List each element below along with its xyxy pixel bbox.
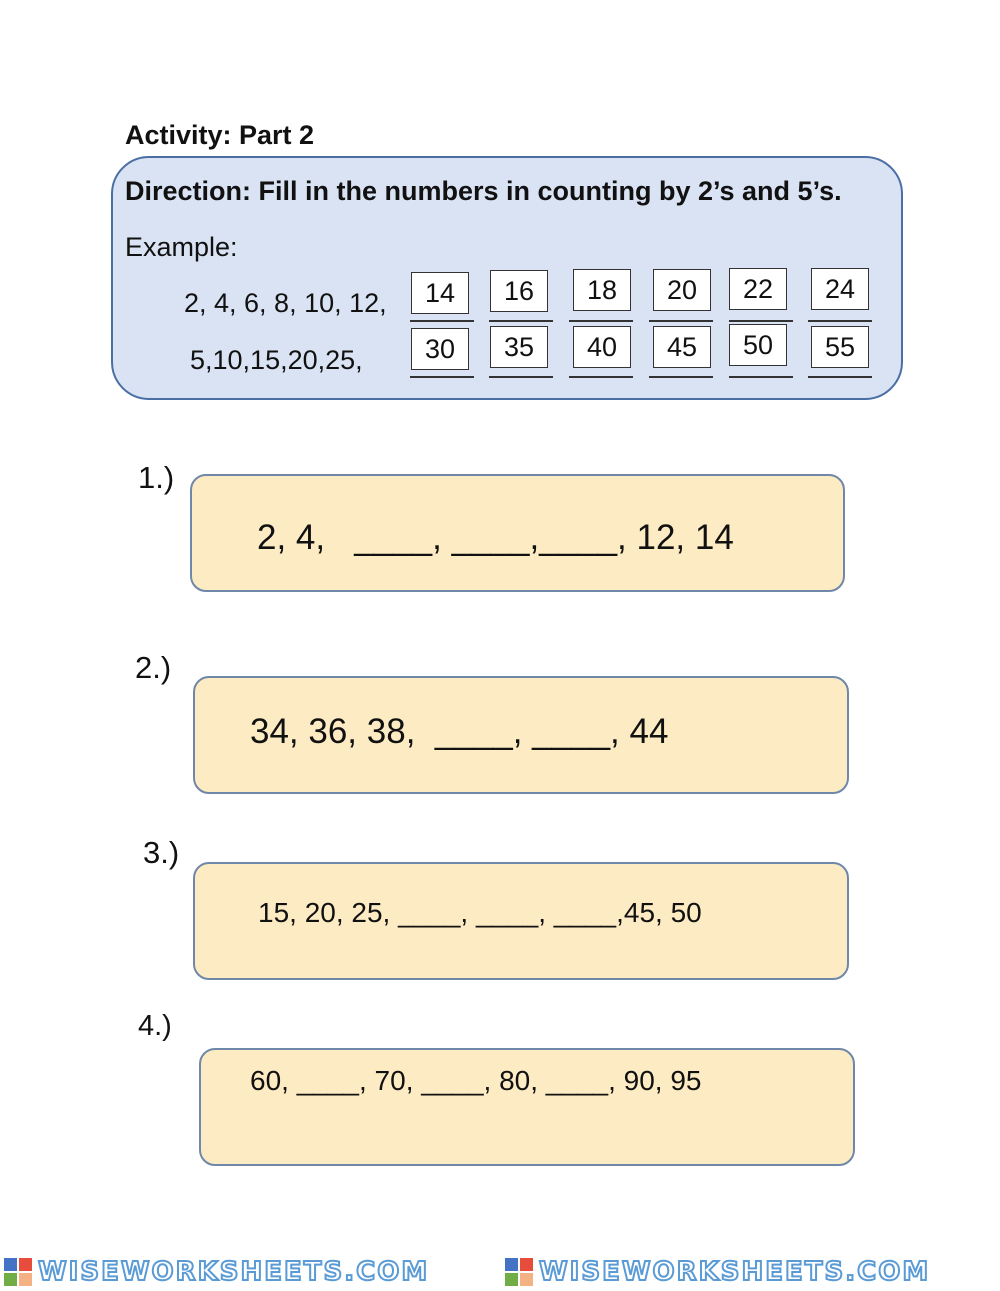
example-underline	[729, 320, 793, 322]
example-answer-box: 35	[490, 326, 548, 368]
question-text: 34, 36, 38, ____, ____, 44	[250, 712, 669, 751]
watermark-unit	[505, 1254, 1000, 1291]
example-underline	[808, 320, 872, 322]
question-number: 3.)	[143, 835, 180, 870]
example-answer-box: 55	[811, 326, 869, 368]
example-answer-box: 50	[729, 324, 787, 366]
example-answer-box: 40	[573, 326, 631, 368]
question-text: 2, 4, ____, ____,____, 12, 14	[257, 518, 734, 557]
example-answer-box: 18	[573, 269, 631, 311]
example-answer-box: 30	[411, 328, 469, 370]
watermark-unit	[4, 1254, 499, 1291]
example-answer-box: 20	[653, 269, 711, 311]
example-underline	[569, 376, 633, 378]
example-row2-prefix: 5,10,15,20,25,	[190, 345, 363, 375]
example-underline	[489, 376, 553, 378]
example-underline	[649, 320, 713, 322]
footer-watermark	[0, 1254, 1000, 1291]
watermark-text: WISEWORKSHEETS.COM	[38, 1257, 430, 1287]
question-number: 4.)	[138, 1010, 172, 1042]
example-answer-box: 24	[811, 268, 869, 310]
example-answer-box: 16	[490, 270, 548, 312]
example-answer-box: 14	[411, 272, 469, 314]
example-row1-prefix: 2, 4, 6, 8, 10, 12,	[184, 288, 387, 318]
example-answer-box: 22	[729, 268, 787, 310]
example-underline	[649, 376, 713, 378]
watermark-logo-icon	[4, 1258, 32, 1286]
question-number: 2.)	[135, 650, 172, 685]
example-underline	[410, 320, 474, 322]
example-answer-box: 45	[653, 326, 711, 368]
example-underline	[729, 376, 793, 378]
activity-title: Activity: Part 2	[125, 120, 315, 150]
question-text: 60, ____, 70, ____, 80, ____, 90, 95	[250, 1065, 702, 1096]
watermark-text: WISEWORKSHEETS.COM	[539, 1257, 931, 1287]
example-underline	[569, 320, 633, 322]
question-text: 15, 20, 25, ____, ____, ____,45, 50	[258, 897, 702, 928]
example-label: Example:	[125, 232, 238, 262]
direction-text: Direction: Fill in the numbers in counting by 2’s and 5’s.	[125, 176, 842, 206]
watermark-logo-icon	[505, 1258, 533, 1286]
example-underline	[808, 376, 872, 378]
example-underline	[410, 376, 474, 378]
example-underline	[489, 320, 553, 322]
question-number: 1.)	[138, 460, 175, 495]
